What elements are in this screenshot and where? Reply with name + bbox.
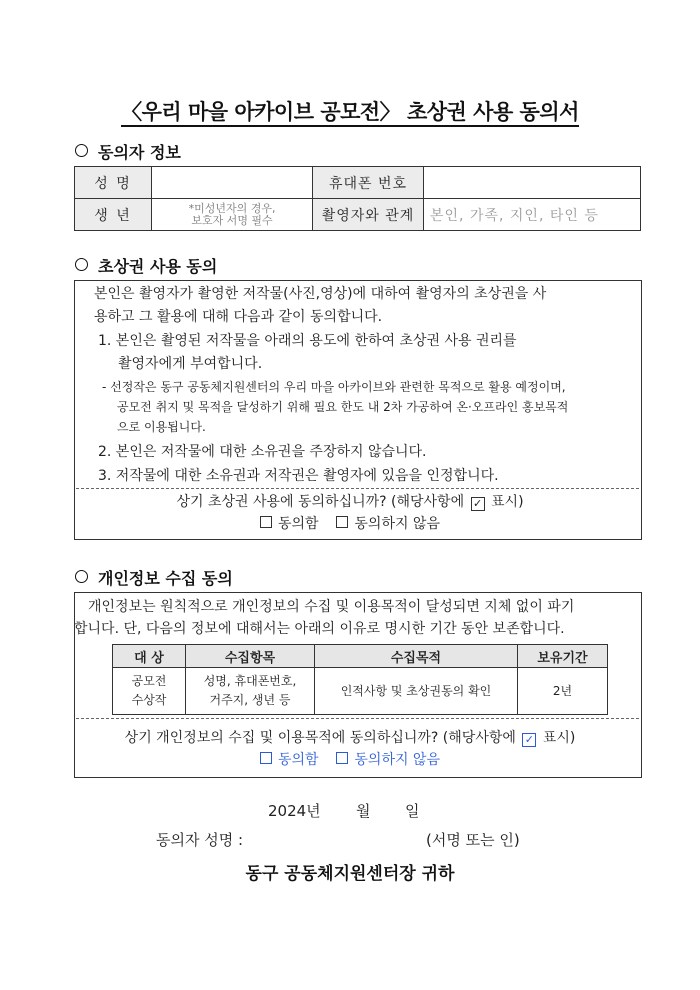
check-mark-icon: ✓: [471, 497, 485, 511]
phone-field[interactable]: [424, 167, 641, 199]
privacy-retention-table: [112, 644, 608, 715]
privacy-question: 상기 개인정보의 수집 및 이용목적에 동의하십니까? (해당사항에 ✓ 표시): [124, 730, 576, 746]
circle-bullet-icon: [75, 144, 88, 157]
section-consenter-heading: 동의자 정보: [75, 140, 181, 163]
name-label: 성 명: [75, 167, 152, 199]
portrait-disagree-option[interactable]: 동의하지 않음: [336, 516, 440, 532]
section-portrait-heading: 초상권 사용 동의: [75, 254, 217, 277]
relation-field[interactable]: 본인, 가족, 지인, 타인 등: [424, 199, 641, 231]
portrait-item-1b: 촬영자에게 부여합니다.: [118, 356, 263, 372]
section-privacy-heading: 개인정보 수집 동의: [75, 566, 233, 589]
checkbox-icon[interactable]: [336, 516, 348, 528]
col-header-items: 수집항목: [186, 645, 315, 668]
portrait-item-3: 3. 저작물에 대한 소유권과 저작권은 촬영자에 있음을 인정합니다.: [98, 468, 499, 484]
date-year: 2024년: [268, 802, 321, 820]
portrait-question: 상기 초상권 사용에 동의하십니까? (해당사항에 ✓ 표시): [176, 494, 524, 510]
checkbox-icon[interactable]: [260, 752, 272, 764]
privacy-intro-2: 합니다. 단, 다음의 정보에 대해서는 아래의 이유로 명시한 기간 동안 보존합니다.: [74, 621, 565, 637]
birth-field[interactable]: [152, 199, 313, 231]
circle-bullet-icon: [75, 258, 88, 271]
name-field[interactable]: [152, 167, 313, 199]
portrait-options: [0, 513, 700, 535]
portrait-agree-option[interactable]: 동의함: [260, 516, 319, 532]
checkbox-icon[interactable]: [260, 516, 272, 528]
sign-hint: (서명 또는 인): [426, 831, 520, 849]
portrait-sub-2: 공모전 취지 및 목적을 달성하기 위해 필요 한도 내 2차 가공하여 온·오프라인 홍보목적: [117, 400, 569, 414]
portrait-item-2: 2. 본인은 저작물에 대한 소유권을 주장하지 않습니다.: [98, 444, 427, 460]
signer-label: 동의자 성명 :: [156, 831, 244, 849]
circle-bullet-icon: [75, 570, 88, 583]
checkbox-icon[interactable]: [336, 752, 348, 764]
privacy-agree-option[interactable]: 동의함: [260, 752, 319, 768]
portrait-item-1a: 1. 본인은 촬영된 저작물을 아래의 용도에 한하여 초상권 사용 권리를: [98, 333, 517, 349]
check-mark-icon: ✓: [522, 733, 536, 747]
portrait-sub-1: - 선정작은 동구 공동체지원센터의 우리 마을 아카이브와 관련한 목적으로 활용 예정이며,: [102, 380, 566, 394]
divider: [76, 488, 639, 489]
addressee: 동구 공동체지원센터장 귀하: [245, 864, 455, 884]
portrait-intro-1: 본인은 촬영자가 촬영한 저작물(사진,영상)에 대하여 촬영자의 초상권을 사: [94, 286, 547, 302]
birth-label: 생 년: [75, 199, 152, 231]
phone-label: 휴대폰 번호: [313, 167, 424, 199]
col-header-period: 보유기간: [518, 645, 608, 668]
cell-target: 공모전 수상작: [113, 668, 186, 715]
date-day: 일: [405, 802, 420, 820]
cell-items: 성명, 휴대폰번호, 거주지, 생년 등: [186, 668, 315, 715]
relation-label: 촬영자와 관계: [313, 199, 424, 231]
divider: [76, 718, 639, 719]
portrait-intro-2: 용하고 그 활용에 대해 다음과 같이 동의합니다.: [94, 309, 383, 325]
privacy-disagree-option[interactable]: 동의하지 않음: [336, 752, 440, 768]
privacy-options: [0, 749, 700, 771]
col-header-purpose: 수집목적: [315, 645, 518, 668]
cell-period: 2년: [518, 668, 608, 715]
date-month: 월: [356, 802, 371, 820]
birth-hint-1: *미성년자의 경우,: [188, 201, 276, 215]
table-row: [113, 668, 608, 715]
cell-purpose: 인적사항 및 초상권동의 확인: [315, 668, 518, 715]
privacy-intro-1: 개인정보는 원칙적으로 개인정보의 수집 및 이용목적이 달성되면 지체 없이 파기: [88, 599, 575, 615]
birth-hint-2: 보호자 서명 필수: [191, 213, 273, 227]
portrait-sub-3: 으로 이용됩니다.: [117, 420, 206, 434]
col-header-target: 대 상: [113, 645, 186, 668]
document-title: 〈우리 마을 아카이브 공모전〉 초상권 사용 동의서: [0, 96, 700, 126]
consenter-info-table: [74, 166, 641, 231]
